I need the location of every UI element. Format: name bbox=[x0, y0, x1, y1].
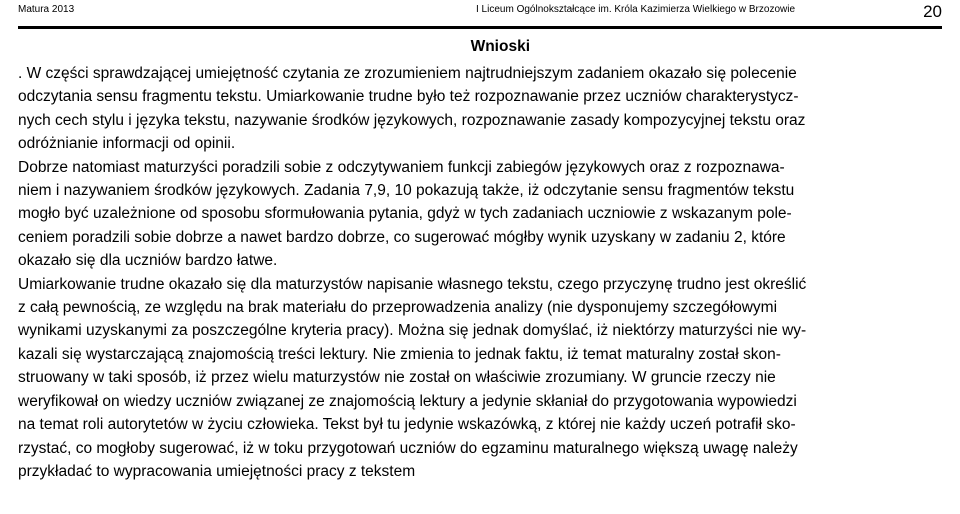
paragraph: . W części sprawdzającej umiejętność czytania ze zrozumieniem najtrudniejszym zadaniem okazało się polecenie odczytania sensu fragmentu tekstu. Umiarkowanie trudne było też rozpoznawanie przez uczniów charakterystycz- nych cech stylu i języka tekstu, nazywanie środków językowych, rozpoznawanie zasady kompozycyjnej tekstu oraz odróżnianie informacji od opinii. bbox=[18, 65, 806, 153]
page-header bbox=[18, 2, 942, 24]
paragraph: Dobrze natomiast maturzyści poradzili sobie z odczytywaniem funkcji zabiegów językowych oraz z rozpoznawa- niem i nazywaniem środków językowych. Zadania 7,9, 10 pokazują także, iż odczytanie sensu fragmentów tekstu mogło być uzależnione od sposobu sformułowania pytania, gdyż w tych zadaniach uczniowie z wskazanym pole- ceniem poradzili sobie dobrze a nawet bardzo dobrze, co sugerować mógłby wynik uzyskany w zadaniu 2, które okazało się dla uczniów bardzo łatwe. bbox=[18, 158, 795, 270]
paragraph: Umiarkowanie trudne okazało się dla maturzystów napisanie własnego tekstu, czego przyczynę trudno jest określić z całą pewnością, ze względu na brak materiału do przeprowadzenia analizy (nie dysponujemy szczegółowymi wynikami uzyskanymi za poszczególne kryteria pracy). Można się jednak domyślać, iż niektórzy maturzyści nie wy- kazali się wystarczającą znajomością treści lektury. Nie zmienia to jednak faktu, iż temat maturalny został skon- struowany w taki sposób, iż przez wielu maturzystów nie został on właściwie zrozumiany. W gruncie rzeczy nie weryfikował on wiedzy uczniów związanej ze znajomością lektury a jedynie skłaniał do przygotowania wypowiedzi na temat roli autorytetów w życiu człowieka. Tekst był tu jedynie wskazówką, z której nie każdy uczeń potrafił sko- rzystać, co mogłoby sugerować, iż w toku przygotowań uczniów do egzaminu maturalnego większą uwagę należy przykładać to wypracowania umiejętności pracy z tekstem bbox=[18, 275, 807, 480]
header-left-text: Matura 2013 bbox=[18, 4, 75, 15]
header-divider bbox=[18, 26, 942, 29]
section-title: Wnioski bbox=[470, 38, 530, 55]
section-body bbox=[18, 62, 942, 483]
page-number: 20 bbox=[923, 2, 942, 21]
header-school-name: I Liceum Ogólnokształcące im. Króla Kazimierza Wielkiego w Brzozowie bbox=[476, 4, 796, 15]
